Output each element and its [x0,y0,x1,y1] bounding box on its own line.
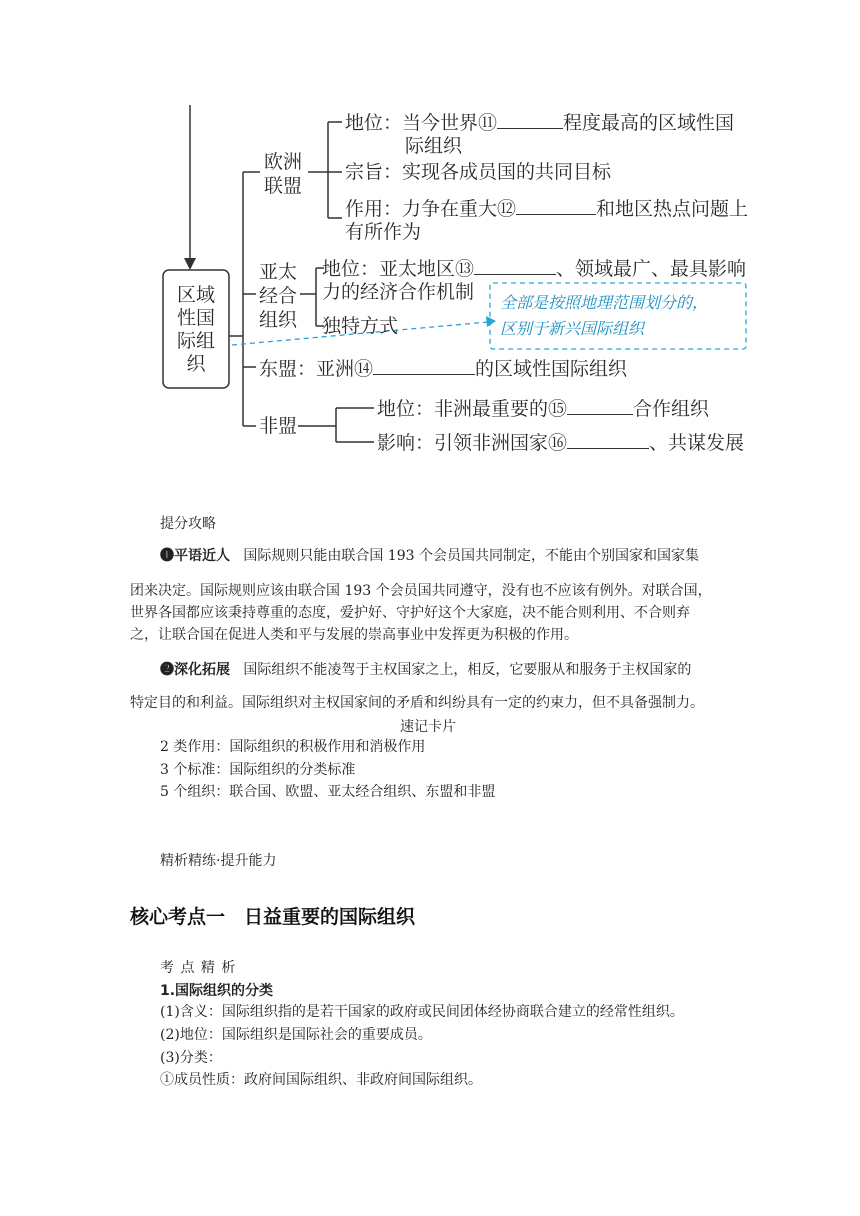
au-impact-pre: 影响：引领非洲国家⑯ [377,432,568,454]
asean-pre: 东盟：亚洲⑭ [259,358,374,380]
eu-label [264,150,302,198]
point-line: (2)地位：国际组织是国际社会的重要成员。 [160,1027,432,1043]
tips-paragraph-1 [160,546,760,566]
root-line: 织 [186,353,206,375]
card-title: 速记卡片 [400,719,456,735]
section-subtitle: 精析精练·提升能力 [160,853,277,869]
tips-p1-line: 世界各国都应该秉持尊重的态度，爱护好、守护好这个大家庭，决不能合则利用、不合则弃 [130,605,690,621]
asean-line [259,356,627,381]
analysis-label: 考 点 精 析 [160,960,237,976]
eu-role-post: 和地区热点问题上 [596,198,749,220]
apec-status [322,256,746,281]
annotation-line: 全部是按照地理范围划分的， [500,293,709,312]
apec-label [259,260,297,332]
eu-label-line: 联盟 [264,175,303,197]
apec-label-line: 亚太 [259,261,298,283]
eu-label-line: 欧洲 [264,151,303,173]
tips-p2-label: ❷深化拓展 [160,662,230,678]
apec-status-post: 、领域最广、最具影响 [556,258,747,280]
apec-status-cont: 力的经济合作机制 [322,281,475,303]
eu-status-post: 程度最高的区域性国 [563,112,735,134]
tips-p1-line: 之，让联合国在促进人类和平与发展的崇高事业中发挥更为积极的作用。 [130,627,578,643]
eu-status [345,110,734,135]
eu-status-pre: 地位：当今世界⑪ [345,112,498,134]
eu-role-pre: 作用：力争在重大⑫ [345,198,517,220]
tips-p2-line: 特定目的和利益。国际组织对主权国家间的矛盾和纠纷具有一定的约束力，但不具备强制力。 [130,695,704,711]
annotation-note [500,290,708,342]
apec-way: 独特方式 [322,315,399,337]
au-status-post: 合作组织 [633,398,710,420]
apec-label-line: 经合 [259,285,298,307]
blank-15[interactable] [567,396,633,415]
blank-13[interactable] [474,256,556,275]
apec-status-pre: 地位：亚太地区⑬ [322,258,475,280]
root-line: 区域 [176,284,215,306]
au-status-pre: 地位：非洲最重要的⑮ [377,398,568,420]
annotation-line: 区别于新兴国际组织 [500,319,645,338]
root-line: 际组 [176,330,215,352]
blank-11[interactable] [497,110,563,129]
asean-post: 的区域性国际组织 [475,358,628,380]
concept-diagram [0,0,860,470]
tips-paragraph-2 [160,660,691,680]
tips-p1-line [160,546,760,566]
apec-label-line: 组织 [259,309,298,331]
au-status [377,396,709,421]
eu-role [345,196,748,221]
root-line: 性国 [176,307,215,329]
tips-p1-text: 国际规则只能由联合国 193 个会员国共同制定，不能由个别国家和国家集 [243,548,699,564]
tips-p1-line: 团来决定。国际规则应该由联合国 193 个会员国共同遵守，没有也不应该有例外。对联合国， [130,583,712,599]
eu-purpose: 宗旨：实现各成员国的共同目标 [345,161,612,183]
blank-14[interactable] [373,356,475,375]
au-impact-post: 、共谋发展 [649,432,745,454]
au-label: 非盟 [259,415,298,437]
card-item: 2 类作用：国际组织的积极作用和消极作用 [160,739,426,755]
blank-12[interactable] [516,196,596,215]
card-item: 5 个组织：联合国、欧盟、亚太经合组织、东盟和非盟 [160,784,496,800]
tips-p1-label: ❶平语近人 [160,548,230,564]
section-heading: 核心考点一 日益重要的国际组织 [130,906,416,928]
point-line: (1)含义：国际组织指的是若干国家的政府或民间团体经协商联合建立的经常性组织。 [160,1004,684,1020]
tips-title: 提分攻略 [160,516,216,532]
eu-role-cont: 有所作为 [345,221,422,243]
card-item: 3 个标准：国际组织的分类标准 [160,762,356,778]
eu-status-cont: 际组织 [405,135,463,157]
point-line: ①成员性质：政府间国际组织、非政府间国际组织。 [160,1072,482,1088]
point-title: 1.国际组织的分类 [160,983,274,999]
tips-p2-text: 国际组织不能凌驾于主权国家之上，相反，它要服从和服务于主权国家的 [243,662,692,678]
point-line: (3)分类： [160,1050,222,1066]
au-impact [377,430,744,455]
blank-16[interactable] [567,430,649,449]
root-label [176,284,216,376]
